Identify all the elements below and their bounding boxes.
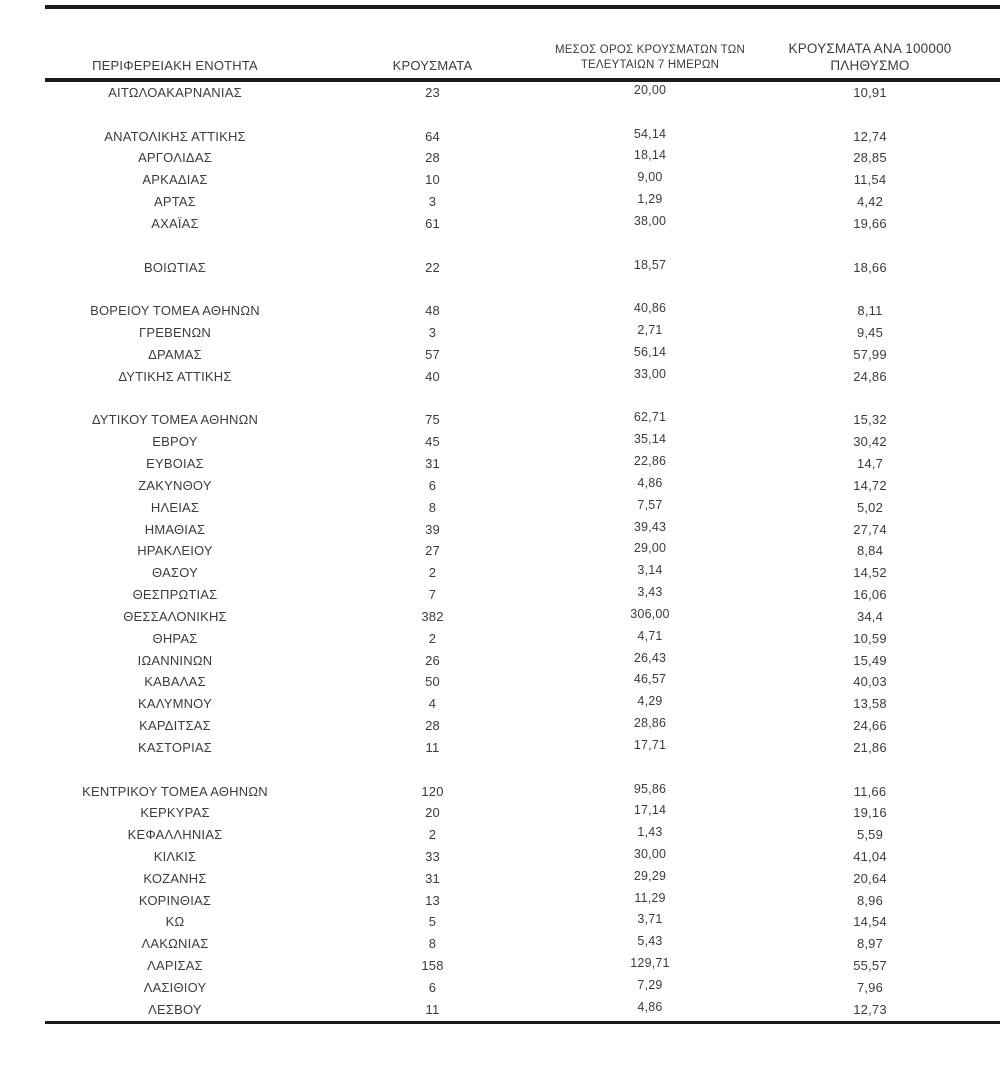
cell-avg7: 4,86 [637,475,663,490]
cell-per100k: 8,97 [856,936,884,952]
cell-per100k: 21,86 [853,739,887,755]
cell-per100k: 41,04 [853,848,887,864]
table-row [45,126,1000,148]
cell-region: ΔΥΤΙΚΟΥ ΤΟΜΕΑ ΑΘΗΝΩΝ [91,412,259,428]
cell-region: ΖΑΚΥΝΘΟΥ [138,477,212,493]
cell-avg7: 7,29 [637,977,663,992]
cell-per100k: 18,66 [853,259,887,275]
cell-per100k: 8,96 [856,892,884,908]
cell-cases: 10 [425,172,440,188]
cell-per100k: 5,59 [856,827,884,843]
cell-per100k: 10,91 [853,85,887,100]
table-group-separator [45,759,1000,781]
column-header-avg-7-days: ΜΕΣΟΣ ΟΡΟΣ ΚΡΟΥΣΜΑΤΩΝ ΤΩΝ ΤΕΛΕΥΤΑΙΩΝ 7 ΗΜΕΡΩΝ [555,44,745,71]
cell-avg7: 56,14 [633,344,667,359]
cell-avg7: 3,71 [637,912,663,927]
cell-cases: 48 [425,303,440,319]
cell-region: ΑΡΚΑΔΙΑΣ [142,172,208,188]
table-row [45,846,1000,868]
cell-region: ΑΙΤΩΛΟΑΚΑΡΝΑΝΙΑΣ [108,85,242,100]
cell-cases: 20 [425,805,440,821]
cell-per100k: 14,72 [853,477,887,493]
cell-region: ΚΕΦΑΛΛΗΝΙΑΣ [127,827,223,843]
cell-per100k: 12,73 [853,1001,887,1017]
cell-avg7: 4,86 [637,999,663,1014]
table-row [45,147,1000,169]
cell-avg7: 1,43 [637,825,663,840]
table-row [45,497,1000,519]
cell-avg7: 9,00 [637,170,663,185]
table-group-separator [45,104,1000,126]
table-row [45,999,1000,1021]
cell-region: ΒΟΙΩΤΙΑΣ [144,259,206,275]
cell-region: ΛΑΚΩΝΙΑΣ [141,936,209,952]
cell-avg7: 62,71 [633,410,667,425]
table-row [45,606,1000,628]
cell-avg7: 17,71 [633,737,667,752]
cell-region: ΛΑΡΙΣΑΣ [147,958,203,974]
cell-cases: 31 [425,456,440,472]
cell-region: ΗΛΕΙΑΣ [150,499,200,515]
cell-avg7: 11,29 [634,890,666,905]
cell-region: ΚΙΛΚΙΣ [153,848,197,864]
cell-per100k: 11,54 [853,172,887,188]
cell-cases: 13 [425,892,440,908]
cell-per100k: 7,96 [856,979,884,995]
cell-avg7: 18,57 [633,257,667,272]
cell-region: ΒΟΡΕΙΟΥ ΤΟΜΕΑ ΑΘΗΝΩΝ [90,303,260,319]
cell-per100k: 15,32 [853,412,887,428]
cell-per100k: 9,45 [856,325,884,341]
cell-avg7: 30,00 [633,846,667,861]
table-row [45,431,1000,453]
cell-avg7: 40,86 [633,301,667,316]
cell-cases: 26 [425,652,440,668]
cell-region: ΗΜΑΘΙΑΣ [144,521,206,537]
table-row [45,955,1000,977]
cell-region: ΚΟΡΙΝΘΙΑΣ [138,892,212,908]
cell-cases: 31 [425,870,440,886]
table-row [45,344,1000,366]
table-row [45,650,1000,672]
cell-cases: 22 [425,259,440,275]
cell-cases: 61 [425,215,440,231]
cell-avg7: 17,14 [633,803,667,818]
cell-region: ΑΝΑΤΟΛΙΚΗΣ ΑΤΤΙΚΗΣ [104,128,246,144]
table-row [45,671,1000,693]
table-row [45,584,1000,606]
cell-cases: 120 [421,783,444,799]
cell-cases: 2 [428,565,437,581]
cell-cases: 5 [428,914,437,930]
cell-region: ΛΑΣΙΘΙΟΥ [143,979,207,995]
cell-cases: 33 [425,848,440,864]
cell-region: ΕΥΒΟΙΑΣ [146,456,204,472]
cell-cases: 6 [428,979,437,995]
table-row [45,977,1000,999]
cell-cases: 2 [428,630,437,646]
table-row [45,715,1000,737]
table-row [45,737,1000,759]
cell-region: ΚΩ [165,914,185,930]
cell-per100k: 8,11 [857,303,883,319]
cell-per100k: 12,74 [853,128,887,144]
cell-cases: 11 [425,1001,440,1017]
cell-per100k: 15,49 [853,652,887,668]
cell-avg7: 7,57 [637,497,663,512]
table-row [45,191,1000,213]
cell-avg7: 2,71 [637,323,663,338]
table-row [45,366,1000,388]
column-header-region: ΠΕΡΙΦΕΡΕΙΑΚΗ ΕΝΟΤΗΤΑ [92,58,258,73]
table-bottom-rule [45,1021,1000,1024]
column-header-per-100k: ΚΡΟΥΣΜΑΤΑ ΑΝΑ 100000 ΠΛΗΘΥΣΜΟ [788,41,952,73]
cell-avg7: 39,43 [633,519,667,534]
cell-region: ΚΑΒΑΛΑΣ [144,674,206,690]
cell-per100k: 24,86 [853,368,887,384]
cell-per100k: 16,06 [853,587,887,603]
cell-avg7: 38,00 [633,213,667,228]
cell-avg7: 33,00 [633,366,667,381]
cell-avg7: 54,14 [633,126,667,141]
cell-cases: 45 [425,434,440,450]
table-row [45,300,1000,322]
cell-per100k: 13,58 [853,696,887,712]
column-header-cases: ΚΡΟΥΣΜΑΤΑ [392,58,473,73]
table-row [45,693,1000,715]
cell-per100k: 20,64 [853,870,887,886]
cell-avg7: 3,14 [637,563,663,578]
cell-region: ΚΟΖΑΝΗΣ [143,870,207,886]
cell-cases: 2 [428,827,437,843]
cell-cases: 27 [425,543,440,559]
cell-cases: 40 [425,368,440,384]
cell-region: ΑΡΤΑΣ [153,194,197,210]
cell-per100k: 24,66 [853,718,887,734]
cell-region: ΘΗΡΑΣ [152,630,198,646]
cell-cases: 4 [428,696,437,712]
cell-per100k: 14,7 [856,456,884,472]
cell-per100k: 34,4 [856,608,884,624]
table-row [45,453,1000,475]
cell-region: ΔΥΤΙΚΗΣ ΑΤΤΙΚΗΣ [118,368,232,384]
table-row [45,257,1000,279]
cell-cases: 6 [428,477,437,493]
table-row [45,169,1000,191]
table-row [45,322,1000,344]
cell-region: ΚΑΣΤΟΡΙΑΣ [138,739,212,755]
cell-cases: 8 [428,499,437,515]
table-row [45,628,1000,650]
table-row [45,540,1000,562]
cell-region: ΑΧΑΪΑΣ [151,215,199,231]
cell-per100k: 14,54 [853,914,887,930]
cell-region: ΚΑΡΔΙΤΣΑΣ [139,718,211,734]
cell-avg7: 129,71 [630,956,670,971]
cell-cases: 28 [425,150,440,166]
table-row [45,409,1000,431]
cell-avg7: 28,86 [633,716,667,731]
table-row [45,868,1000,890]
cell-avg7: 20,00 [633,83,667,97]
cell-avg7: 5,43 [637,934,663,949]
cell-region: ΘΕΣΣΑΛΟΝΙΚΗΣ [123,608,227,624]
cell-cases: 11 [425,739,440,755]
cell-per100k: 4,42 [856,194,884,210]
cell-region: ΚΕΝΤΡΙΚΟΥ ΤΟΜΕΑ ΑΘΗΝΩΝ [82,783,268,799]
table-row [45,802,1000,824]
cell-per100k: 30,42 [853,434,887,450]
cell-avg7: 95,86 [633,781,667,796]
cell-region: ΘΑΣΟΥ [152,565,198,581]
cell-per100k: 57,99 [853,346,887,362]
regional-cases-table [45,5,1000,1024]
table-header-row [45,9,1000,78]
cell-avg7: 35,14 [633,432,667,447]
cell-region: ΚΑΛΥΜΝΟΥ [138,696,212,712]
cell-region: ΙΩΑΝΝΙΝΩΝ [137,652,213,668]
cell-avg7: 4,29 [637,694,663,709]
cell-per100k: 40,03 [853,674,887,690]
cell-cases: 57 [425,346,440,362]
cell-per100k: 10,59 [853,630,887,646]
table-body [45,82,1000,1021]
cell-cases: 382 [421,608,444,624]
cell-avg7: 22,86 [633,454,667,469]
cell-region: ΔΡΑΜΑΣ [148,346,202,362]
cell-cases: 158 [421,958,444,974]
table-row [45,781,1000,803]
cell-cases: 50 [425,674,440,690]
cell-cases: 75 [425,412,440,428]
cell-per100k: 28,85 [853,150,887,166]
cell-per100k: 55,57 [853,958,887,974]
cell-per100k: 27,74 [853,521,887,537]
cell-avg7: 4,71 [637,628,663,643]
cell-cases: 3 [428,325,437,341]
cell-per100k: 11,66 [853,783,887,799]
table-row [45,911,1000,933]
cell-avg7: 29,00 [633,541,667,556]
cell-avg7: 3,43 [637,585,663,600]
table-row [45,824,1000,846]
cell-avg7: 29,29 [633,868,667,883]
cell-region: ΕΒΡΟΥ [152,434,198,450]
cell-per100k: 19,16 [853,805,887,821]
cell-region: ΘΕΣΠΡΩΤΙΑΣ [132,587,218,603]
table-row [45,519,1000,541]
cell-region: ΚΕΡΚΥΡΑΣ [140,805,210,821]
cell-cases: 23 [425,85,440,100]
cell-per100k: 5,02 [856,499,884,515]
cell-per100k: 8,84 [856,543,884,559]
cell-avg7: 26,43 [633,650,667,665]
table-group-separator [45,388,1000,410]
cell-cases: 28 [425,718,440,734]
cell-cases: 7 [428,587,437,603]
cell-avg7: 1,29 [637,192,663,207]
table-row [45,562,1000,584]
cell-cases: 64 [425,128,440,144]
cell-cases: 39 [425,521,440,537]
table-row [45,890,1000,912]
cell-avg7: 18,14 [633,148,667,163]
table-row [45,213,1000,235]
table-group-separator [45,278,1000,300]
cell-avg7: 46,57 [633,672,667,687]
table-group-separator [45,235,1000,257]
cell-region: ΓΡΕΒΕΝΩΝ [139,325,211,341]
cell-region: ΛΕΣΒΟΥ [148,1001,202,1017]
cell-avg7: 306,00 [630,606,670,621]
table-row [45,82,1000,104]
cell-per100k: 14,52 [853,565,887,581]
cell-cases: 3 [428,194,437,210]
table-row [45,933,1000,955]
table-row [45,475,1000,497]
cell-region: ΗΡΑΚΛΕΙΟΥ [137,543,213,559]
cell-region: ΑΡΓΟΛΙΔΑΣ [138,150,212,166]
cell-per100k: 19,66 [853,215,887,231]
cell-cases: 8 [428,936,437,952]
